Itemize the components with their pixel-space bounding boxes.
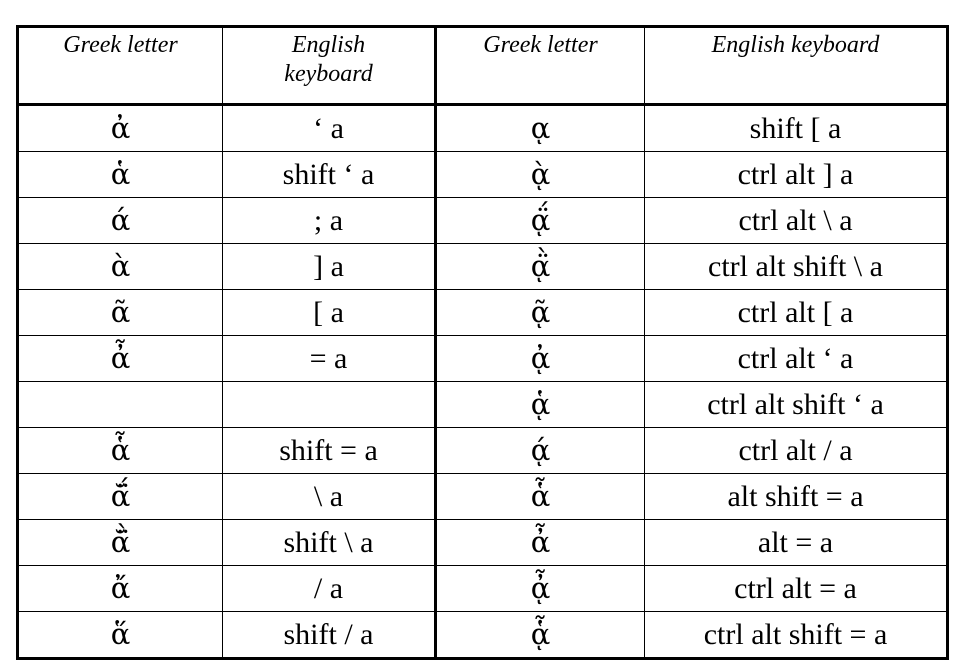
keyboard-shortcut-cell-right: shift [ a <box>645 105 948 152</box>
table-row <box>18 382 948 428</box>
greek-letter-cell-right: ᾳ̈̀ <box>436 244 645 290</box>
keyboard-shortcut-cell-left: ‘ a <box>223 105 436 152</box>
keyboard-shortcut-cell-left: ; a <box>223 198 436 244</box>
keyboard-shortcut-cell-right: ctrl alt shift = a <box>645 612 948 659</box>
header-english-keyboard-right: English keyboard <box>645 27 948 105</box>
greek-letter-cell-left <box>18 382 223 428</box>
greek-letter-cell-left: ᾶ <box>18 290 223 336</box>
keyboard-shortcut-cell-right: ctrl alt shift \ a <box>645 244 948 290</box>
greek-letter-cell-left: ά <box>18 198 223 244</box>
greek-letter-cell-left: ᾰ̈̀ <box>18 520 223 566</box>
table-row <box>18 105 948 152</box>
greek-letter-cell-right: ᾀ <box>436 336 645 382</box>
greek-letter-cell-right: ᾴ <box>436 428 645 474</box>
greek-letter-cell-left: ὰ <box>18 244 223 290</box>
keyboard-shortcut-cell-right: ctrl alt ] a <box>645 152 948 198</box>
greek-letter-cell-right: ᾁ <box>436 382 645 428</box>
keyboard-shortcut-cell-right: alt = a <box>645 520 948 566</box>
keyboard-shortcut-cell-left <box>223 382 436 428</box>
greek-letter-cell-right: ᾇ <box>436 612 645 659</box>
table-header <box>18 27 948 105</box>
keyboard-shortcut-cell-right: ctrl alt / a <box>645 428 948 474</box>
keyboard-shortcut-cell-right: ctrl alt shift ‘ a <box>645 382 948 428</box>
greek-letter-cell-right: ἆ <box>436 520 645 566</box>
table-row <box>18 244 948 290</box>
table-row <box>18 428 948 474</box>
greek-letter-cell-right: ᾷ <box>436 290 645 336</box>
table-row <box>18 474 948 520</box>
greek-letter-cell-left: ᾰ̈́ <box>18 474 223 520</box>
table-row <box>18 336 948 382</box>
header-row <box>18 27 948 105</box>
keyboard-shortcut-cell-right: ctrl alt [ a <box>645 290 948 336</box>
keyboard-shortcut-cell-left: shift / a <box>223 612 436 659</box>
keyboard-shortcut-cell-left: shift = a <box>223 428 436 474</box>
keyboard-shortcut-cell-left: shift ‘ a <box>223 152 436 198</box>
header-english-keyboard-left: English keyboard <box>223 27 436 105</box>
keyboard-shortcut-cell-right: ctrl alt = a <box>645 566 948 612</box>
table-row <box>18 520 948 566</box>
table-row <box>18 290 948 336</box>
greek-letter-cell-right: ᾳ <box>436 105 645 152</box>
greek-letter-cell-left: ἁ <box>18 152 223 198</box>
keyboard-shortcut-cell-right: ctrl alt ‘ a <box>645 336 948 382</box>
greek-letter-cell-right: ᾆ <box>436 566 645 612</box>
greek-letter-cell-left: ἀ <box>18 105 223 152</box>
keyboard-shortcut-cell-left: \ a <box>223 474 436 520</box>
greek-letter-cell-right: ᾲ <box>436 152 645 198</box>
keyboard-shortcut-cell-right: alt shift = a <box>645 474 948 520</box>
header-greek-letter-left: Greek letter <box>18 27 223 105</box>
greek-keyboard-table <box>16 25 949 660</box>
greek-letter-cell-left: ἆ <box>18 336 223 382</box>
header-greek-letter-right: Greek letter <box>436 27 645 105</box>
keyboard-shortcut-cell-left: = a <box>223 336 436 382</box>
greek-letter-cell-right: ᾳ̈́ <box>436 198 645 244</box>
table-body <box>18 105 948 659</box>
greek-letter-cell-left: ἄ <box>18 566 223 612</box>
table-row <box>18 152 948 198</box>
greek-letter-cell-left: ἇ <box>18 428 223 474</box>
table-row <box>18 566 948 612</box>
keyboard-shortcut-cell-left: ] a <box>223 244 436 290</box>
keyboard-shortcut-cell-left: shift \ a <box>223 520 436 566</box>
greek-letter-cell-left: ἅ <box>18 612 223 659</box>
keyboard-shortcut-cell-left: / a <box>223 566 436 612</box>
greek-letter-cell-right: ἇ <box>436 474 645 520</box>
keyboard-shortcut-cell-right: ctrl alt \ a <box>645 198 948 244</box>
table-row <box>18 612 948 659</box>
keyboard-shortcut-cell-left: [ a <box>223 290 436 336</box>
table-row <box>18 198 948 244</box>
